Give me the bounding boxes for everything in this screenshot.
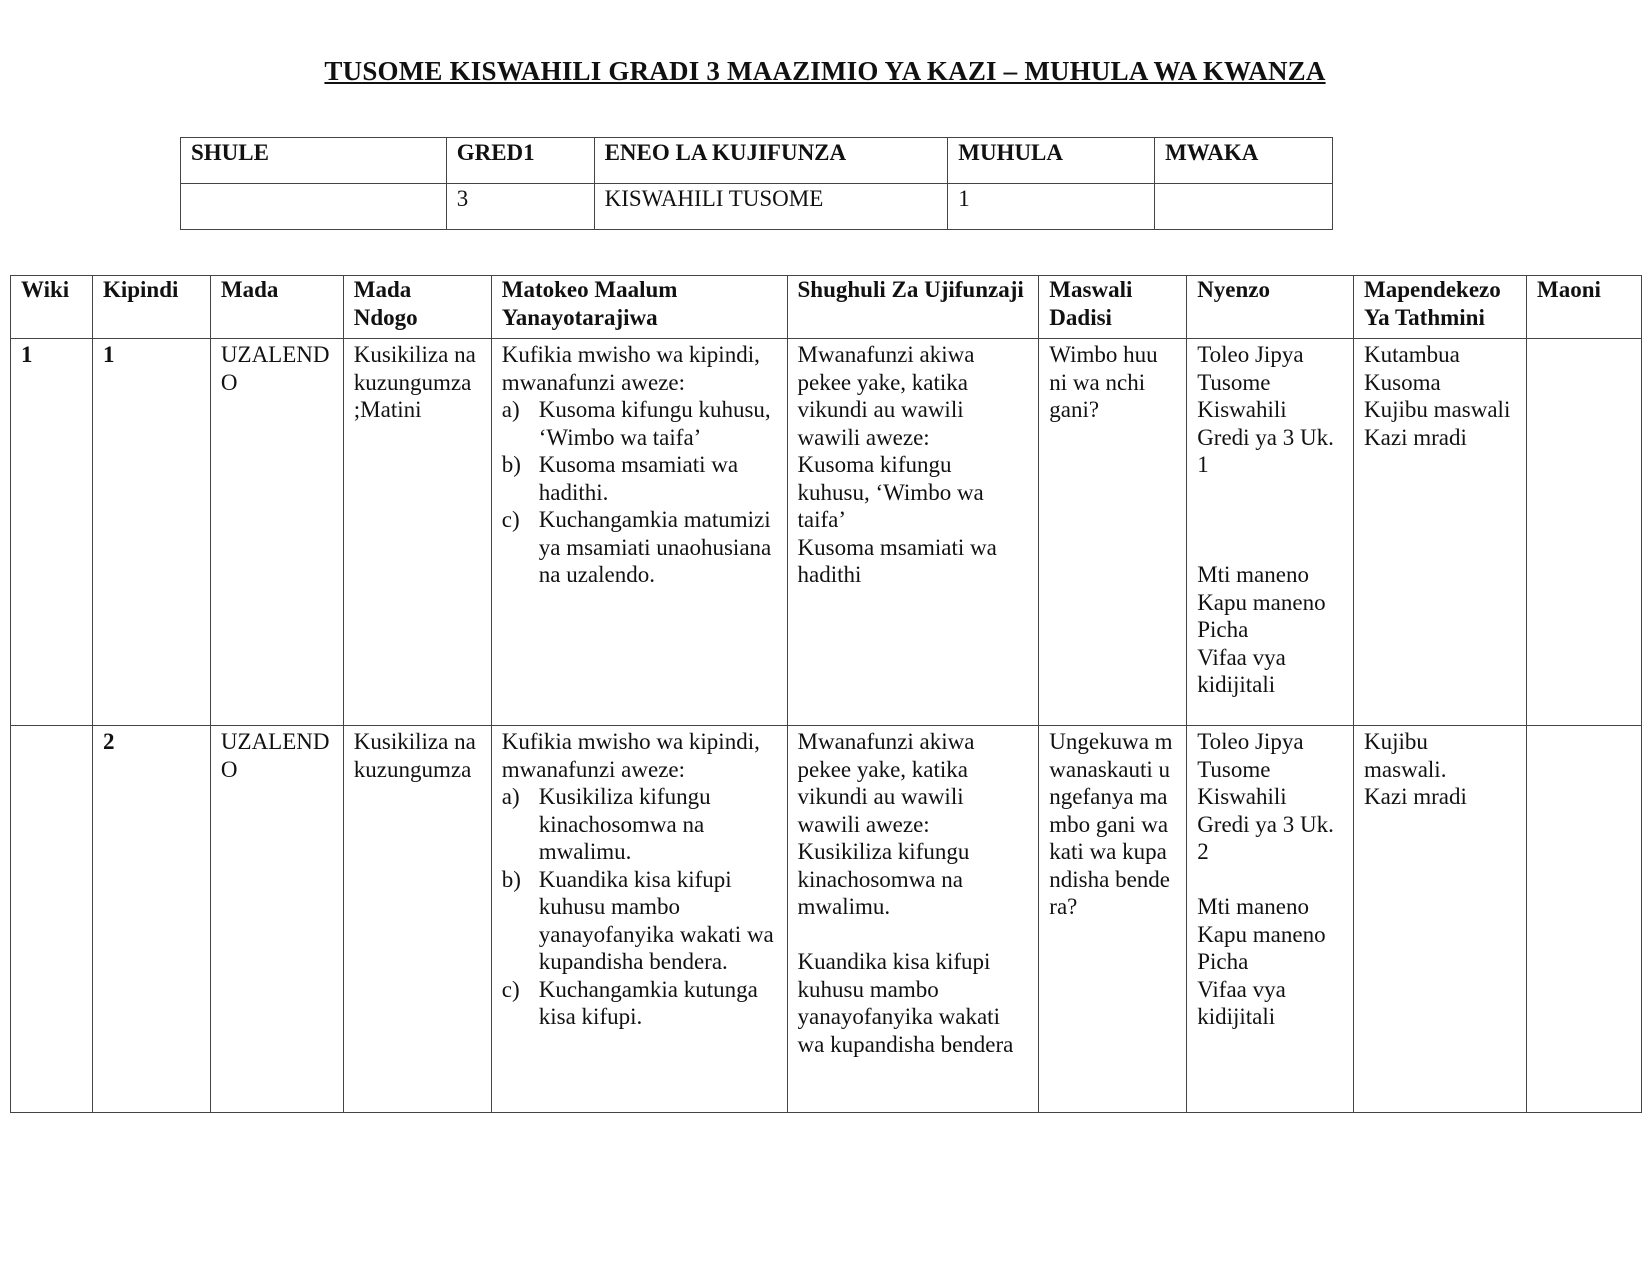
cell-kipindi: 1 [92,339,210,726]
shughuli-item: Kusoma kifungu kuhusu, ‘Wimbo wa taifa’ [797,452,984,532]
list-marker: b) [501,866,521,892]
info-header-mwaka: MWAKA [1155,138,1333,184]
list-text: Kuchangamkia kutunga kisa kifupi. [538,976,758,1029]
shughuli-item: Kusoma msamiati wa hadithi [797,534,997,587]
cell-mada-ndogo: Kusikiliza na kuzungumza ;Matini [343,339,491,726]
list-item [502,451,777,506]
nyenzo-item: Kapu maneno [1197,589,1326,615]
list-marker: a) [501,784,520,809]
tathmini-item: Kazi mradi [1364,784,1467,809]
list-marker: c) [501,976,520,1002]
nyenzo-item: Mti maneno [1197,562,1309,587]
cell-mada: UZALENDO [210,339,343,726]
list-text: Kusikiliza kifungu kinachosomwa na mwalimu. [538,784,711,864]
cell-matokeo [491,339,787,726]
header-maswali: Maswali Dadisi [1039,276,1187,339]
nyenzo-item: Vifaa vya kidijitali [1197,644,1286,697]
info-value-muhula: 1 [948,184,1155,230]
cell-tathmini [1354,339,1527,726]
list-item [502,976,777,1031]
shughuli-item: Kusikiliza kifungu kinachosomwa na mwalimu. [797,839,970,919]
list-item [502,396,777,451]
matokeo-list [502,783,777,1031]
cell-kipindi: 2 [92,726,210,1113]
info-header-muhula: MUHULA [948,138,1155,184]
shughuli-intro: Mwanafunzi akiwa pekee yake, katika vikundi au wawili wawili aweze: [797,342,975,450]
cell-shughuli [787,339,1039,726]
list-marker: a) [501,397,520,422]
cell-matokeo [491,726,787,1113]
tathmini-item: Kujibu maswali. [1364,729,1447,782]
header-maoni: Maoni [1527,276,1642,339]
nyenzo-item: Picha [1197,949,1249,974]
info-value-eneo: KISWAHILI TUSOME [594,184,948,230]
cell-wiki [11,726,93,1113]
cell-wiki: 1 [11,339,93,726]
list-item [502,783,777,866]
info-header-eneo: ENEO LA KUJIFUNZA [594,138,948,184]
header-nyenzo: Nyenzo [1187,276,1354,339]
cell-maswali: Ungekuwa mwanaskauti ungefanya mambo gani wakati wa kupandisha bendera? [1039,726,1187,1113]
tathmini-item: Kujibu maswali [1364,397,1511,422]
header-matokeo: Matokeo Maalum Yanayotarajiwa [491,276,787,339]
cell-nyenzo [1187,339,1354,726]
tathmini-item: Kusoma [1364,369,1441,395]
tathmini-item: Kazi mradi [1364,424,1467,450]
cell-mada-ndogo: Kusikiliza na kuzungumza [343,726,491,1113]
nyenzo-item: Kapu maneno [1197,921,1326,947]
table-row [11,339,1642,726]
nyenzo-book: Toleo Jipya Tusome Kiswahili Gredi ya 3 Uk. 2 [1197,729,1334,864]
shughuli-item: Kuandika kisa kifupi kuhusu mambo yanayofanyika wakati wa kupandisha bendera [797,949,1014,1057]
scheme-of-work-table [10,275,1642,1113]
nyenzo-item: Vifaa vya kidijitali [1197,976,1286,1029]
header-mada-ndogo: Mada Ndogo [343,276,491,339]
header-shughuli: Shughuli Za Ujifunzaji [787,276,1039,339]
list-marker: b) [501,452,521,477]
info-header-gredi: GRED1 [446,138,594,184]
list-text: Kuchangamkia matumizi ya msamiati unaohusiana na uzalendo. [538,507,772,587]
info-value-gredi: 3 [446,184,594,230]
nyenzo-item: Mti maneno [1197,894,1309,919]
info-value-mwaka [1155,184,1333,230]
matokeo-intro: Kufikia mwisho wa kipindi, mwanafunzi aweze: [501,342,760,395]
matokeo-intro: Kufikia mwisho wa kipindi, mwanafunzi aweze: [501,729,760,782]
list-text: Kusoma msamiati wa hadithi. [538,452,739,505]
nyenzo-book: Toleo Jipya Tusome Kiswahili Gredi ya 3 Uk. 1 [1197,342,1334,477]
list-marker: c) [501,507,520,532]
cell-maoni [1527,339,1642,726]
list-text: Kuandika kisa kifupi kuhusu mambo yanayofanyika wakati wa kupandisha bendera. [538,866,774,974]
list-text: Kusoma kifungu kuhusu, ‘Wimbo wa taifa’ [538,397,771,450]
table-row [11,726,1642,1113]
info-header-row [181,138,1333,184]
nyenzo-item: Picha [1197,617,1249,642]
cell-maoni [1527,726,1642,1113]
list-item [502,866,777,976]
cell-mada: UZALENDO [210,726,343,1113]
list-item [502,506,777,589]
header-kipindi: Kipindi [92,276,210,339]
header-mada: Mada [210,276,343,339]
shughuli-intro: Mwanafunzi akiwa pekee yake, katika vikundi au wawili wawili aweze: [797,729,975,837]
header-tathmini: Mapendekezo Ya Tathmini [1354,276,1527,339]
cell-tathmini [1354,726,1527,1113]
table-header-row [11,276,1642,339]
cell-shughuli [787,726,1039,1113]
matokeo-list [502,396,777,589]
info-header-shule: SHULE [181,138,447,184]
page-title: TUSOME KISWAHILI GRADI 3 MAAZIMIO YA KAZI – MUHULA WA KWANZA [324,56,1326,86]
school-info-table [180,137,1333,230]
cell-nyenzo [1187,726,1354,1113]
cell-maswali: Wimbo huu ni wa nchi gani? [1039,339,1187,726]
tathmini-item: Kutambua [1364,342,1460,367]
info-value-shule [181,184,447,230]
info-value-row [181,184,1333,230]
header-wiki: Wiki [11,276,93,339]
